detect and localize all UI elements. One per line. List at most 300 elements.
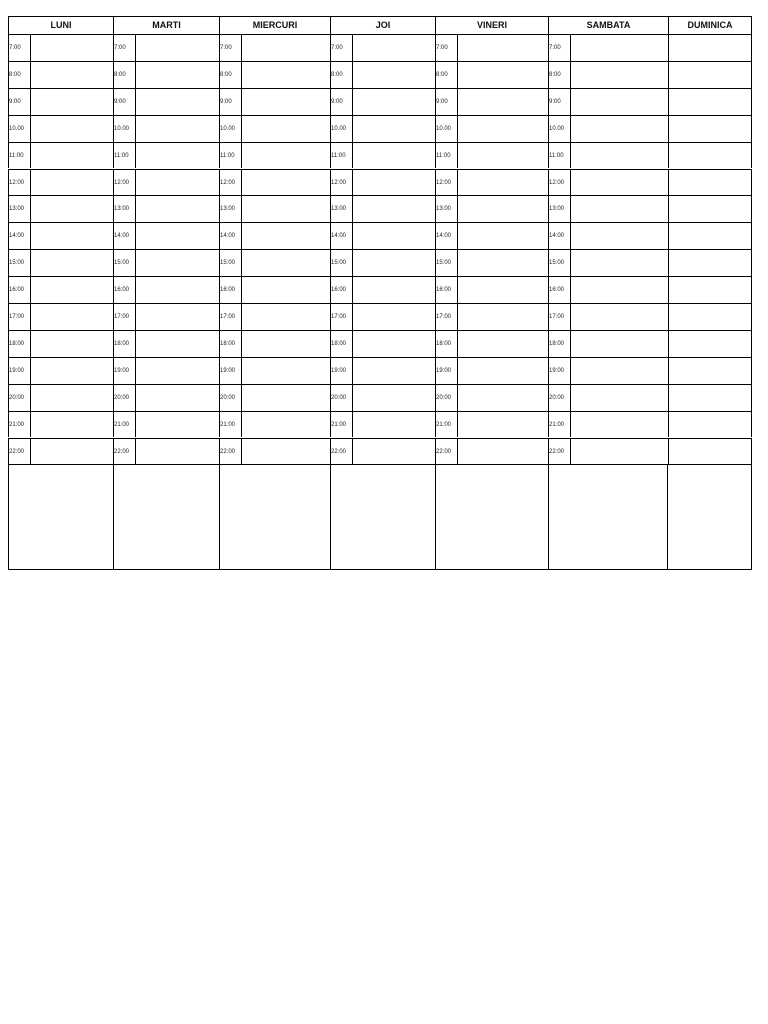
- time-cell: [8, 34, 30, 61]
- time-cell: [113, 222, 135, 249]
- schedule-entry-cell[interactable]: [352, 34, 435, 61]
- day-header-row: [8, 16, 752, 34]
- time-label: 14:00: [220, 233, 236, 240]
- schedule-entry-cell[interactable]: [135, 249, 219, 276]
- time-cell: [219, 276, 241, 303]
- time-label: 12:00: [220, 179, 236, 186]
- time-label: 13:00: [549, 206, 565, 213]
- schedule-entry-cell[interactable]: [668, 357, 752, 384]
- time-label: 10.00: [436, 125, 452, 132]
- schedule-entry-cell[interactable]: [668, 384, 752, 411]
- schedule-entry-cell[interactable]: [30, 61, 113, 88]
- time-cell: [8, 88, 30, 115]
- schedule-entry-cell[interactable]: [668, 115, 752, 142]
- day-header-miercuri: MIERCURI: [219, 16, 330, 34]
- time-label: 22:00: [9, 448, 25, 455]
- schedule-entry-cell[interactable]: [30, 34, 113, 61]
- time-label: 22:00: [220, 448, 236, 455]
- schedule-entry-cell[interactable]: [30, 357, 113, 384]
- time-label: 14:00: [436, 233, 452, 240]
- time-label: 20:00: [331, 394, 347, 401]
- schedule-entry-cell[interactable]: [668, 88, 752, 115]
- schedule-entry-cell[interactable]: [668, 34, 752, 61]
- time-label: 21:00: [549, 421, 565, 428]
- schedule-entry-cell[interactable]: [457, 142, 548, 169]
- time-cell: [113, 34, 135, 61]
- schedule-entry-cell[interactable]: [241, 34, 330, 61]
- schedule-entry-cell[interactable]: [30, 88, 113, 115]
- time-label: 8:00: [9, 71, 21, 78]
- time-cell: [219, 330, 241, 357]
- time-label: 7:00: [220, 45, 232, 51]
- time-cell: [8, 142, 30, 169]
- schedule-entry-cell[interactable]: [135, 169, 219, 196]
- schedule-entry-cell[interactable]: [352, 88, 435, 115]
- time-cell: [548, 34, 570, 61]
- schedule-entry-cell[interactable]: [352, 276, 435, 303]
- schedule-entry-cell[interactable]: [352, 249, 435, 276]
- time-label: 16:00: [220, 287, 236, 294]
- day-header-marti: MARTI: [113, 16, 219, 34]
- schedule-entry-cell[interactable]: [668, 303, 752, 330]
- schedule-entry-cell[interactable]: [352, 357, 435, 384]
- time-cell: [548, 142, 570, 169]
- schedule-entry-cell[interactable]: [352, 195, 435, 222]
- schedule-entry-cell[interactable]: [570, 276, 668, 303]
- schedule-entry-cell[interactable]: [352, 222, 435, 249]
- time-label: 19:00: [220, 367, 236, 374]
- time-label: 16:00: [436, 287, 452, 294]
- day-header-sambata: SAMBATA: [548, 16, 668, 34]
- schedule-entry-cell[interactable]: [457, 115, 548, 142]
- schedule-entry-cell[interactable]: [241, 411, 330, 438]
- schedule-entry-cell[interactable]: [570, 195, 668, 222]
- time-label: 7:00: [9, 45, 21, 51]
- schedule-entry-cell[interactable]: [241, 169, 330, 196]
- time-label: 20:00: [9, 394, 25, 401]
- schedule-entry-cell[interactable]: [570, 34, 668, 61]
- schedule-entry-cell[interactable]: [135, 303, 219, 330]
- schedule-entry-cell[interactable]: [241, 249, 330, 276]
- schedule-entry-cell[interactable]: [570, 115, 668, 142]
- time-label: 12:00: [436, 179, 452, 186]
- time-label: 7:00: [436, 45, 448, 51]
- time-cell: [435, 303, 457, 330]
- schedule-entry-cell[interactable]: [135, 357, 219, 384]
- time-label: 9:00: [9, 98, 21, 105]
- time-cell: [435, 34, 457, 61]
- day-header-vineri: VINERI: [435, 16, 548, 34]
- schedule-entry-cell[interactable]: [352, 115, 435, 142]
- time-cell: [435, 357, 457, 384]
- schedule-entry-cell[interactable]: [135, 276, 219, 303]
- schedule-entry-cell[interactable]: [352, 61, 435, 88]
- time-cell: [8, 357, 30, 384]
- time-label: 15:00: [114, 260, 130, 267]
- schedule-entry-cell[interactable]: [30, 222, 113, 249]
- time-label: 21:00: [9, 421, 25, 428]
- time-cell: [8, 303, 30, 330]
- time-cell: [8, 249, 30, 276]
- schedule-entry-cell[interactable]: [570, 384, 668, 411]
- schedule-entry-cell[interactable]: [241, 195, 330, 222]
- schedule-entry-cell[interactable]: [570, 357, 668, 384]
- schedule-entry-cell[interactable]: [570, 249, 668, 276]
- time-cell: [8, 61, 30, 88]
- time-cell: [219, 88, 241, 115]
- time-label: 10.00: [220, 125, 236, 132]
- schedule-entry-cell[interactable]: [570, 411, 668, 438]
- notes-cell-marti[interactable]: [113, 464, 219, 570]
- time-cell: [113, 195, 135, 222]
- schedule-entry-cell[interactable]: [30, 115, 113, 142]
- time-label: 12:00: [9, 179, 25, 186]
- time-label: 17:00: [220, 314, 236, 320]
- time-cell: [113, 115, 135, 142]
- time-label: 21:00: [114, 421, 130, 428]
- time-cell: [548, 115, 570, 142]
- schedule-entry-cell[interactable]: [570, 222, 668, 249]
- schedule-entry-cell[interactable]: [570, 142, 668, 169]
- schedule-entry-cell[interactable]: [570, 438, 668, 465]
- time-label: 13:00: [114, 206, 130, 213]
- time-label: 8:00: [436, 71, 448, 78]
- schedule-entry-cell[interactable]: [241, 222, 330, 249]
- time-cell: [8, 195, 30, 222]
- time-cell: [219, 384, 241, 411]
- time-cell: [435, 384, 457, 411]
- time-cell: [219, 222, 241, 249]
- time-label: 20:00: [436, 394, 452, 401]
- notes-cell-vineri[interactable]: [435, 464, 548, 570]
- time-label: 18:00: [9, 340, 25, 347]
- time-label: 17:00: [331, 314, 347, 320]
- schedule-entry-cell[interactable]: [457, 195, 548, 222]
- time-cell: [113, 142, 135, 169]
- schedule-entry-cell[interactable]: [30, 330, 113, 357]
- schedule-entry-cell[interactable]: [30, 384, 113, 411]
- schedule-entry-cell[interactable]: [241, 330, 330, 357]
- time-cell: [219, 169, 241, 196]
- time-label: 19:00: [331, 367, 347, 374]
- time-cell: [113, 411, 135, 438]
- schedule-entry-cell[interactable]: [352, 438, 435, 465]
- time-cell: [548, 330, 570, 357]
- schedule-entry-cell[interactable]: [570, 330, 668, 357]
- time-cell: [330, 249, 352, 276]
- time-label: 11:00: [9, 152, 24, 159]
- notes-cell-duminica[interactable]: [667, 464, 752, 570]
- schedule-entry-cell[interactable]: [30, 276, 113, 303]
- time-label: 16:00: [331, 287, 347, 294]
- time-cell: [330, 357, 352, 384]
- time-cell: [330, 34, 352, 61]
- time-label: 14:00: [114, 233, 130, 240]
- time-label: 13:00: [9, 206, 25, 213]
- time-cell: [435, 61, 457, 88]
- schedule-entry-cell[interactable]: [352, 411, 435, 438]
- schedule-entry-cell[interactable]: [570, 88, 668, 115]
- time-cell: [113, 169, 135, 196]
- schedule-entry-cell[interactable]: [352, 330, 435, 357]
- time-label: 21:00: [436, 421, 452, 428]
- time-label: 16:00: [549, 287, 565, 294]
- time-cell: [548, 438, 570, 465]
- schedule-entry-cell[interactable]: [30, 249, 113, 276]
- schedule-entry-cell[interactable]: [241, 142, 330, 169]
- weekly-schedule-sheet: [8, 16, 752, 570]
- schedule-entry-cell[interactable]: [352, 384, 435, 411]
- time-cell: [435, 438, 457, 465]
- schedule-entry-cell[interactable]: [241, 357, 330, 384]
- time-cell: [548, 195, 570, 222]
- time-cell: [330, 115, 352, 142]
- schedule-entry-cell[interactable]: [30, 411, 113, 438]
- time-cell: [435, 330, 457, 357]
- schedule-entry-cell[interactable]: [241, 438, 330, 465]
- time-cell: [113, 88, 135, 115]
- time-label: 17:00: [436, 314, 452, 320]
- schedule-entry-cell[interactable]: [457, 169, 548, 196]
- schedule-entry-cell[interactable]: [352, 169, 435, 196]
- schedule-entry-cell[interactable]: [135, 438, 219, 465]
- time-cell: [219, 303, 241, 330]
- time-cell: [330, 411, 352, 438]
- time-label: 8:00: [220, 71, 232, 78]
- schedule-entry-cell[interactable]: [135, 142, 219, 169]
- time-label: 15:00: [549, 260, 565, 267]
- time-cell: [330, 276, 352, 303]
- time-label: 19:00: [549, 367, 565, 374]
- time-label: 10.00: [331, 125, 347, 132]
- time-label: 22:00: [436, 448, 452, 455]
- time-label: 18:00: [220, 340, 236, 347]
- time-label: 18:00: [436, 340, 452, 347]
- time-label: 8:00: [114, 71, 126, 78]
- schedule-entry-cell[interactable]: [668, 195, 752, 222]
- schedule-entry-cell[interactable]: [668, 411, 752, 438]
- time-cell: [219, 115, 241, 142]
- time-label: 11:00: [436, 152, 451, 159]
- time-cell: [435, 88, 457, 115]
- time-cell: [330, 195, 352, 222]
- time-label: 9:00: [114, 98, 126, 105]
- time-cell: [435, 195, 457, 222]
- time-label: 10.00: [9, 125, 25, 132]
- notes-cell-sambata[interactable]: [548, 464, 667, 570]
- time-cell: [330, 303, 352, 330]
- schedule-entry-cell[interactable]: [135, 115, 219, 142]
- time-label: 18:00: [331, 340, 347, 347]
- time-label: 18:00: [114, 340, 130, 347]
- time-label: 16:00: [114, 287, 130, 294]
- time-cell: [8, 169, 30, 196]
- time-cell: [435, 115, 457, 142]
- time-cell: [219, 357, 241, 384]
- time-label: 22:00: [331, 448, 347, 455]
- schedule-entry-cell[interactable]: [668, 169, 752, 196]
- time-label: 7:00: [331, 45, 343, 51]
- schedule-entry-cell[interactable]: [135, 195, 219, 222]
- schedule-entry-cell[interactable]: [241, 384, 330, 411]
- schedule-entry-cell[interactable]: [30, 195, 113, 222]
- schedule-entry-cell[interactable]: [457, 438, 548, 465]
- schedule-entry-cell[interactable]: [457, 384, 548, 411]
- notes-cell-joi[interactable]: [330, 464, 435, 570]
- schedule-entry-cell[interactable]: [668, 61, 752, 88]
- time-cell: [8, 411, 30, 438]
- time-label: 20:00: [114, 394, 130, 401]
- schedule-entry-cell[interactable]: [457, 357, 548, 384]
- time-cell: [8, 438, 30, 465]
- schedule-entry-cell[interactable]: [135, 61, 219, 88]
- schedule-entry-cell[interactable]: [30, 169, 113, 196]
- time-cell: [113, 276, 135, 303]
- schedule-entry-cell[interactable]: [570, 169, 668, 196]
- schedule-entry-cell[interactable]: [135, 384, 219, 411]
- time-cell: [219, 438, 241, 465]
- time-cell: [330, 438, 352, 465]
- notes-cell-miercuri[interactable]: [219, 464, 330, 570]
- time-label: 7:00: [549, 45, 561, 51]
- schedule-entry-cell[interactable]: [457, 249, 548, 276]
- schedule-entry-cell[interactable]: [668, 222, 752, 249]
- schedule-entry-cell[interactable]: [457, 34, 548, 61]
- time-cell: [435, 169, 457, 196]
- time-label: 9:00: [549, 98, 561, 105]
- time-label: 18:00: [549, 340, 565, 347]
- time-label: 15:00: [220, 260, 236, 267]
- time-label: 12:00: [331, 179, 347, 186]
- time-label: 11:00: [220, 152, 235, 159]
- time-label: 11:00: [114, 152, 129, 159]
- time-cell: [219, 34, 241, 61]
- time-cell: [435, 222, 457, 249]
- time-label: 21:00: [331, 421, 347, 428]
- schedule-entry-cell[interactable]: [241, 61, 330, 88]
- schedule-entry-cell[interactable]: [457, 303, 548, 330]
- time-cell: [548, 357, 570, 384]
- schedule-entry-cell[interactable]: [668, 276, 752, 303]
- time-cell: [8, 115, 30, 142]
- time-label: 8:00: [549, 71, 561, 78]
- schedule-entry-cell[interactable]: [668, 438, 752, 465]
- schedule-entry-cell[interactable]: [241, 303, 330, 330]
- time-cell: [113, 438, 135, 465]
- time-label: 17:00: [9, 314, 25, 320]
- time-label: 15:00: [436, 260, 452, 267]
- time-label: 13:00: [220, 206, 236, 213]
- time-label: 20:00: [220, 394, 236, 401]
- schedule-entry-cell[interactable]: [135, 34, 219, 61]
- time-cell: [548, 276, 570, 303]
- schedule-entry-cell[interactable]: [457, 276, 548, 303]
- schedule-entry-cell[interactable]: [352, 142, 435, 169]
- time-cell: [548, 88, 570, 115]
- time-label: 21:00: [220, 421, 236, 428]
- time-label: 22:00: [114, 448, 130, 455]
- time-label: 13:00: [331, 206, 347, 213]
- time-cell: [8, 222, 30, 249]
- time-label: 8:00: [331, 71, 343, 78]
- schedule-entry-cell[interactable]: [668, 249, 752, 276]
- day-header-duminica: DUMINICA: [668, 16, 752, 34]
- schedule-entry-cell[interactable]: [457, 330, 548, 357]
- time-label: 17:00: [114, 314, 130, 320]
- time-label: 14:00: [9, 233, 25, 240]
- time-label: 9:00: [220, 98, 232, 105]
- time-cell: [435, 411, 457, 438]
- time-cell: [435, 142, 457, 169]
- time-cell: [330, 88, 352, 115]
- schedule-entry-cell[interactable]: [570, 303, 668, 330]
- time-cell: [113, 61, 135, 88]
- schedule-entry-cell[interactable]: [30, 142, 113, 169]
- time-cell: [548, 303, 570, 330]
- time-label: 15:00: [331, 260, 347, 267]
- time-label: 10.00: [549, 125, 565, 132]
- time-cell: [113, 249, 135, 276]
- time-cell: [113, 330, 135, 357]
- schedule-entry-cell[interactable]: [457, 411, 548, 438]
- schedule-entry-cell[interactable]: [30, 303, 113, 330]
- schedule-entry-cell[interactable]: [30, 438, 113, 465]
- time-label: 17:00: [549, 314, 565, 320]
- notes-cell-luni[interactable]: [8, 464, 113, 570]
- time-cell: [113, 357, 135, 384]
- schedule-entry-cell[interactable]: [241, 115, 330, 142]
- schedule-entry-cell[interactable]: [570, 61, 668, 88]
- day-header-joi: JOI: [330, 16, 435, 34]
- schedule-entry-cell[interactable]: [241, 276, 330, 303]
- time-cell: [219, 195, 241, 222]
- schedule-entry-cell[interactable]: [668, 142, 752, 169]
- time-label: 13:00: [436, 206, 452, 213]
- schedule-entry-cell[interactable]: [135, 222, 219, 249]
- time-cell: [548, 61, 570, 88]
- time-cell: [219, 61, 241, 88]
- schedule-entry-cell[interactable]: [241, 88, 330, 115]
- time-cell: [548, 411, 570, 438]
- time-cell: [113, 384, 135, 411]
- time-label: 9:00: [331, 98, 343, 105]
- time-label: 11:00: [549, 152, 564, 159]
- schedule-entry-cell[interactable]: [457, 88, 548, 115]
- time-label: 7:00: [114, 45, 126, 51]
- time-cell: [330, 142, 352, 169]
- schedule-entry-cell[interactable]: [668, 330, 752, 357]
- schedule-entry-cell[interactable]: [135, 411, 219, 438]
- schedule-entry-cell[interactable]: [135, 330, 219, 357]
- time-cell: [330, 330, 352, 357]
- time-cell: [8, 330, 30, 357]
- time-label: 14:00: [331, 233, 347, 240]
- time-label: 19:00: [9, 367, 25, 374]
- schedule-entry-cell[interactable]: [457, 61, 548, 88]
- schedule-entry-cell[interactable]: [457, 222, 548, 249]
- schedule-entry-cell[interactable]: [352, 303, 435, 330]
- day-header-luni: LUNI: [8, 16, 113, 34]
- time-label: 10.00: [114, 125, 130, 132]
- time-cell: [548, 222, 570, 249]
- time-cell: [330, 222, 352, 249]
- time-label: 15:00: [9, 260, 25, 267]
- time-label: 20:00: [549, 394, 565, 401]
- schedule-entry-cell[interactable]: [135, 88, 219, 115]
- time-label: 12:00: [549, 179, 565, 186]
- time-cell: [548, 249, 570, 276]
- time-label: 12:00: [114, 179, 130, 186]
